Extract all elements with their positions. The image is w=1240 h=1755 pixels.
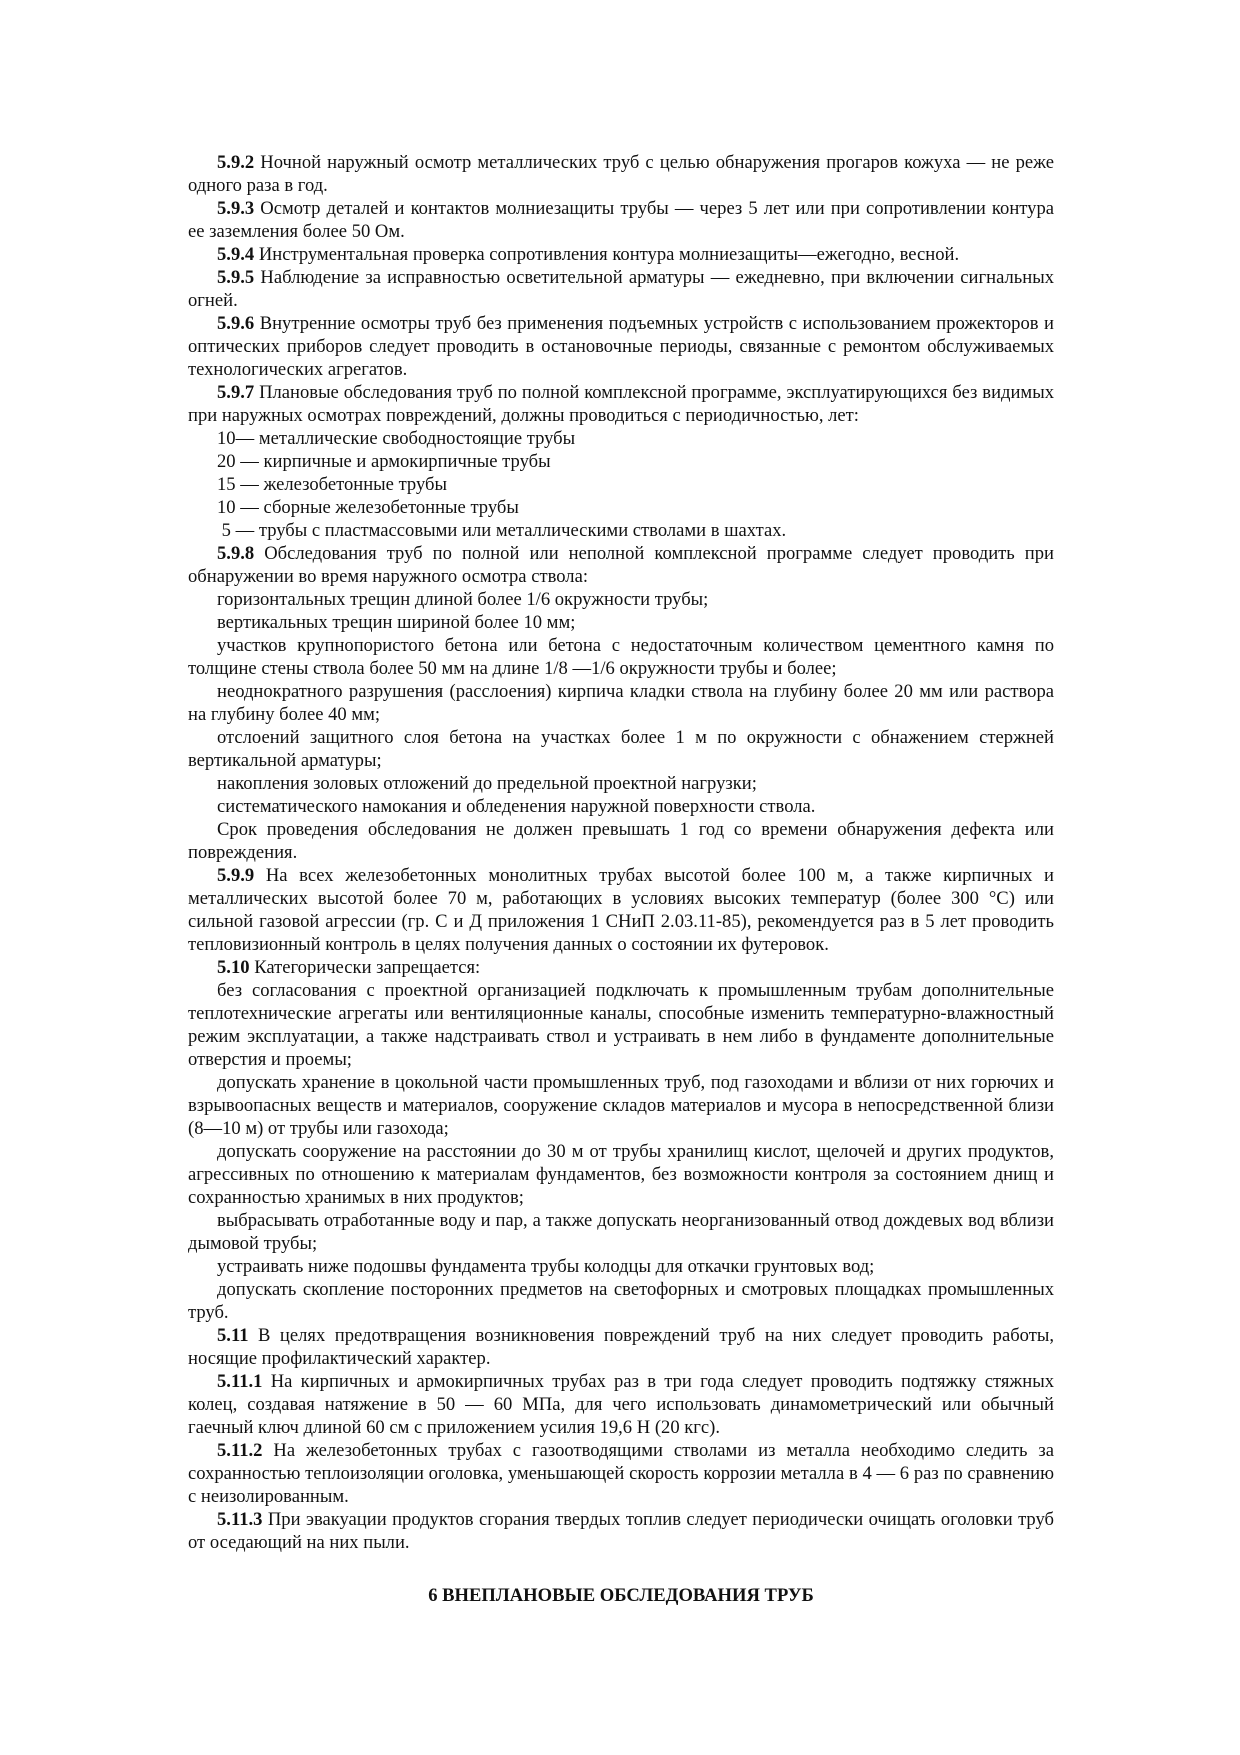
list-text: допускать хранение в цокольной части промышленных труб, под газоходами и вблизи от них горючих и взрывоопасных веществ и материалов, сооружение складов материалов и мусора в непосредственной близи (8—10 м) от трубы или газохода; <box>188 1072 1054 1139</box>
list-item-defect <box>188 634 1054 680</box>
clause-text: На кирпичных и армокирпичных трубах раз в три года следует проводить подтяжку стяжных колец, создавая натяжение в 50 — 60 МПа, для чего использовать динамометрический или обычный гаечный ключ длиной 60 см с приложением усилия 19,6 Н (20 кгс). <box>188 1371 1054 1438</box>
list-item-prohibition <box>188 1255 1054 1278</box>
list-text: неоднократного разрушения (расслоения) кирпича кладки ствола на глубину более 20 мм или раствора на глубину более 40 мм; <box>188 681 1054 725</box>
paragraph-5-11-3 <box>188 1508 1054 1554</box>
clause-number: 5.11.1 <box>217 1371 263 1392</box>
section-heading: 6 ВНЕПЛАНОВЫЕ ОБСЛЕДОВАНИЯ ТРУБ <box>428 1585 814 1606</box>
list-text: выбрасывать отработанные воду и пар, а также допускать неорганизованный отвод дождевых вод вблизи дымовой трубы; <box>188 1210 1054 1254</box>
list-text: допускать скопление посторонних предметов на светофорных и смотровых площадках промышленных труб. <box>188 1279 1054 1323</box>
list-text: 10— металлические свободностоящие трубы <box>217 428 576 449</box>
clause-text: Категорически запрещается: <box>249 957 481 978</box>
clause-number: 5.9.3 <box>217 198 255 219</box>
clause-text: В целях предотвращения возникновения повреждений труб на них следует проводить работы, носящие профилактический характер. <box>188 1325 1054 1369</box>
list-item-defect <box>188 772 1054 795</box>
clause-number: 5.9.7 <box>217 382 255 403</box>
clause-text: При эвакуации продуктов сгорания твердых топлив следует периодически очищать оголовки труб от оседающий на них пыли. <box>188 1509 1054 1553</box>
list-text: 5 — трубы с пластмассовыми или металлическими стволами в шахтах. <box>217 520 787 541</box>
list-item-period <box>188 496 1054 519</box>
clause-text: Наблюдение за исправностью осветительной арматуры — ежедневно, при включении сигнальных огней. <box>188 267 1054 311</box>
paragraph-5-9-3 <box>188 197 1054 243</box>
list-text: горизонтальных трещин длиной более 1/6 окружности трубы; <box>217 589 709 610</box>
paragraph-5-10 <box>188 956 1054 979</box>
clause-number: 5.9.9 <box>217 865 255 886</box>
paragraph-5-9-7 <box>188 381 1054 427</box>
clause-text: Осмотр деталей и контактов молниезащиты трубы — через 5 лет или при сопротивлении контура ее заземления более 50 Ом. <box>188 198 1054 242</box>
clause-number: 5.9.4 <box>217 244 255 265</box>
clause-text: На всех железобетонных монолитных трубах высотой более 100 м, а также кирпичных и металлических высотой более 70 м, работающих в условиях высоких температур (более 300 °С) или сильной газовой агрессии (гр. С и Д приложения 1 СНиП 2.03.11-85), рекомендуется раз в 5 лет проводить тепловизионный контроль в целях получения данных о состоянии их футеровок. <box>188 865 1054 955</box>
clause-text: Ночной наружный осмотр металлических труб с целью обнаружения прогаров кожуха — не реже одного раза в год. <box>188 152 1054 196</box>
list-item-period <box>188 450 1054 473</box>
list-item-period <box>188 473 1054 496</box>
list-text: участков крупнопористого бетона или бетона с недостаточным количеством цементного камня по толщине стены ствола более 50 мм на длине 1/8 —1/6 окружности трубы и более; <box>188 635 1054 679</box>
clause-number: 5.9.2 <box>217 152 255 173</box>
clause-number: 5.11 <box>217 1325 249 1346</box>
list-text: 15 — железобетонные трубы <box>217 474 447 495</box>
clause-number: 5.11.3 <box>217 1509 263 1530</box>
list-item-defect <box>188 588 1054 611</box>
paragraph-text: Срок проведения обследования не должен превышать 1 год со времени обнаружения дефекта или повреждения. <box>188 819 1054 863</box>
paragraph-5-9-5 <box>188 266 1054 312</box>
list-item-defect <box>188 680 1054 726</box>
list-item-period <box>188 519 1054 542</box>
clause-text: Внутренние осмотры труб без применения подъемных устройств с использованием прожекторов и оптических приборов следует проводить в остановочные периоды, связанные с ремонтом обслуживаемых технологических агрегатов. <box>188 313 1054 380</box>
clause-number: 5.11.2 <box>217 1440 263 1461</box>
clause-text: Инструментальная проверка сопротивления контура молниезащиты—ежегодно, весной. <box>254 244 960 265</box>
paragraph-5-9-9 <box>188 864 1054 956</box>
list-text: отслоений защитного слоя бетона на участках более 1 м по окружности с обнажением стержней вертикальной арматуры; <box>188 727 1054 771</box>
paragraph-5-9-4 <box>188 243 1054 266</box>
clause-number: 5.10 <box>217 957 250 978</box>
paragraph-deadline <box>188 818 1054 864</box>
list-item-defect <box>188 611 1054 634</box>
list-text: 20 — кирпичные и армокирпичные трубы <box>217 451 551 472</box>
list-item-prohibition <box>188 1278 1054 1324</box>
list-item-prohibition <box>188 1071 1054 1140</box>
paragraph-5-9-2 <box>188 151 1054 197</box>
paragraph-5-11-1 <box>188 1370 1054 1439</box>
list-text: допускать сооружение на расстоянии до 30 м от трубы хранилищ кислот, щелочей и других продуктов, агрессивных по отношению к материалам фундаментов, без возможности контроля за состоянием днищ и сохранностью хранимых в них продуктов; <box>188 1141 1054 1208</box>
list-text: накопления золовых отложений до предельной проектной нагрузки; <box>217 773 757 794</box>
list-item-defect <box>188 726 1054 772</box>
clause-text: Обследования труб по полной или неполной комплексной программе следует проводить при обнаружении во время наружного осмотра ствола: <box>188 543 1054 587</box>
paragraph-5-9-8 <box>188 542 1054 588</box>
list-text: вертикальных трещин шириной более 10 мм; <box>217 612 576 633</box>
document-page <box>188 151 1054 1607</box>
paragraph-5-11-2 <box>188 1439 1054 1508</box>
clause-text: На железобетонных трубах с газоотводящими стволами из металла необходимо следить за сохранностью теплоизоляции оголовка, уменьшающей скорость коррозии металла в 4 — 6 раз по сравнению с неизолированным. <box>188 1440 1054 1507</box>
list-item-prohibition <box>188 979 1054 1071</box>
list-text: устраивать ниже подошвы фундамента трубы колодцы для откачки грунтовых вод; <box>217 1256 875 1277</box>
paragraph-5-9-6 <box>188 312 1054 381</box>
clause-number: 5.9.6 <box>217 313 255 334</box>
list-item-defect <box>188 795 1054 818</box>
clause-number: 5.9.5 <box>217 267 255 288</box>
list-text: без согласования с проектной организацией подключать к промышленным трубам дополнительные теплотехнические агрегаты или вентиляционные каналы, способные изменить температурно-влажностный режим эксплуатации, а также надстраивать ствол и устраивать в нем либо в фундаменте дополнительные отверстия и проемы; <box>188 980 1054 1070</box>
list-item-period <box>188 427 1054 450</box>
list-text: систематического намокания и обледенения наружной поверхности ствола. <box>217 796 816 817</box>
clause-text: Плановые обследования труб по полной комплексной программе, эксплуатирующихся без видимых при наружных осмотрах повреждений, должны проводиться с периодичностью, лет: <box>188 382 1054 426</box>
list-text: 10 — сборные железобетонные трубы <box>217 497 519 518</box>
paragraph-5-11 <box>188 1324 1054 1370</box>
list-item-prohibition <box>188 1140 1054 1209</box>
list-item-prohibition <box>188 1209 1054 1255</box>
clause-number: 5.9.8 <box>217 543 255 564</box>
